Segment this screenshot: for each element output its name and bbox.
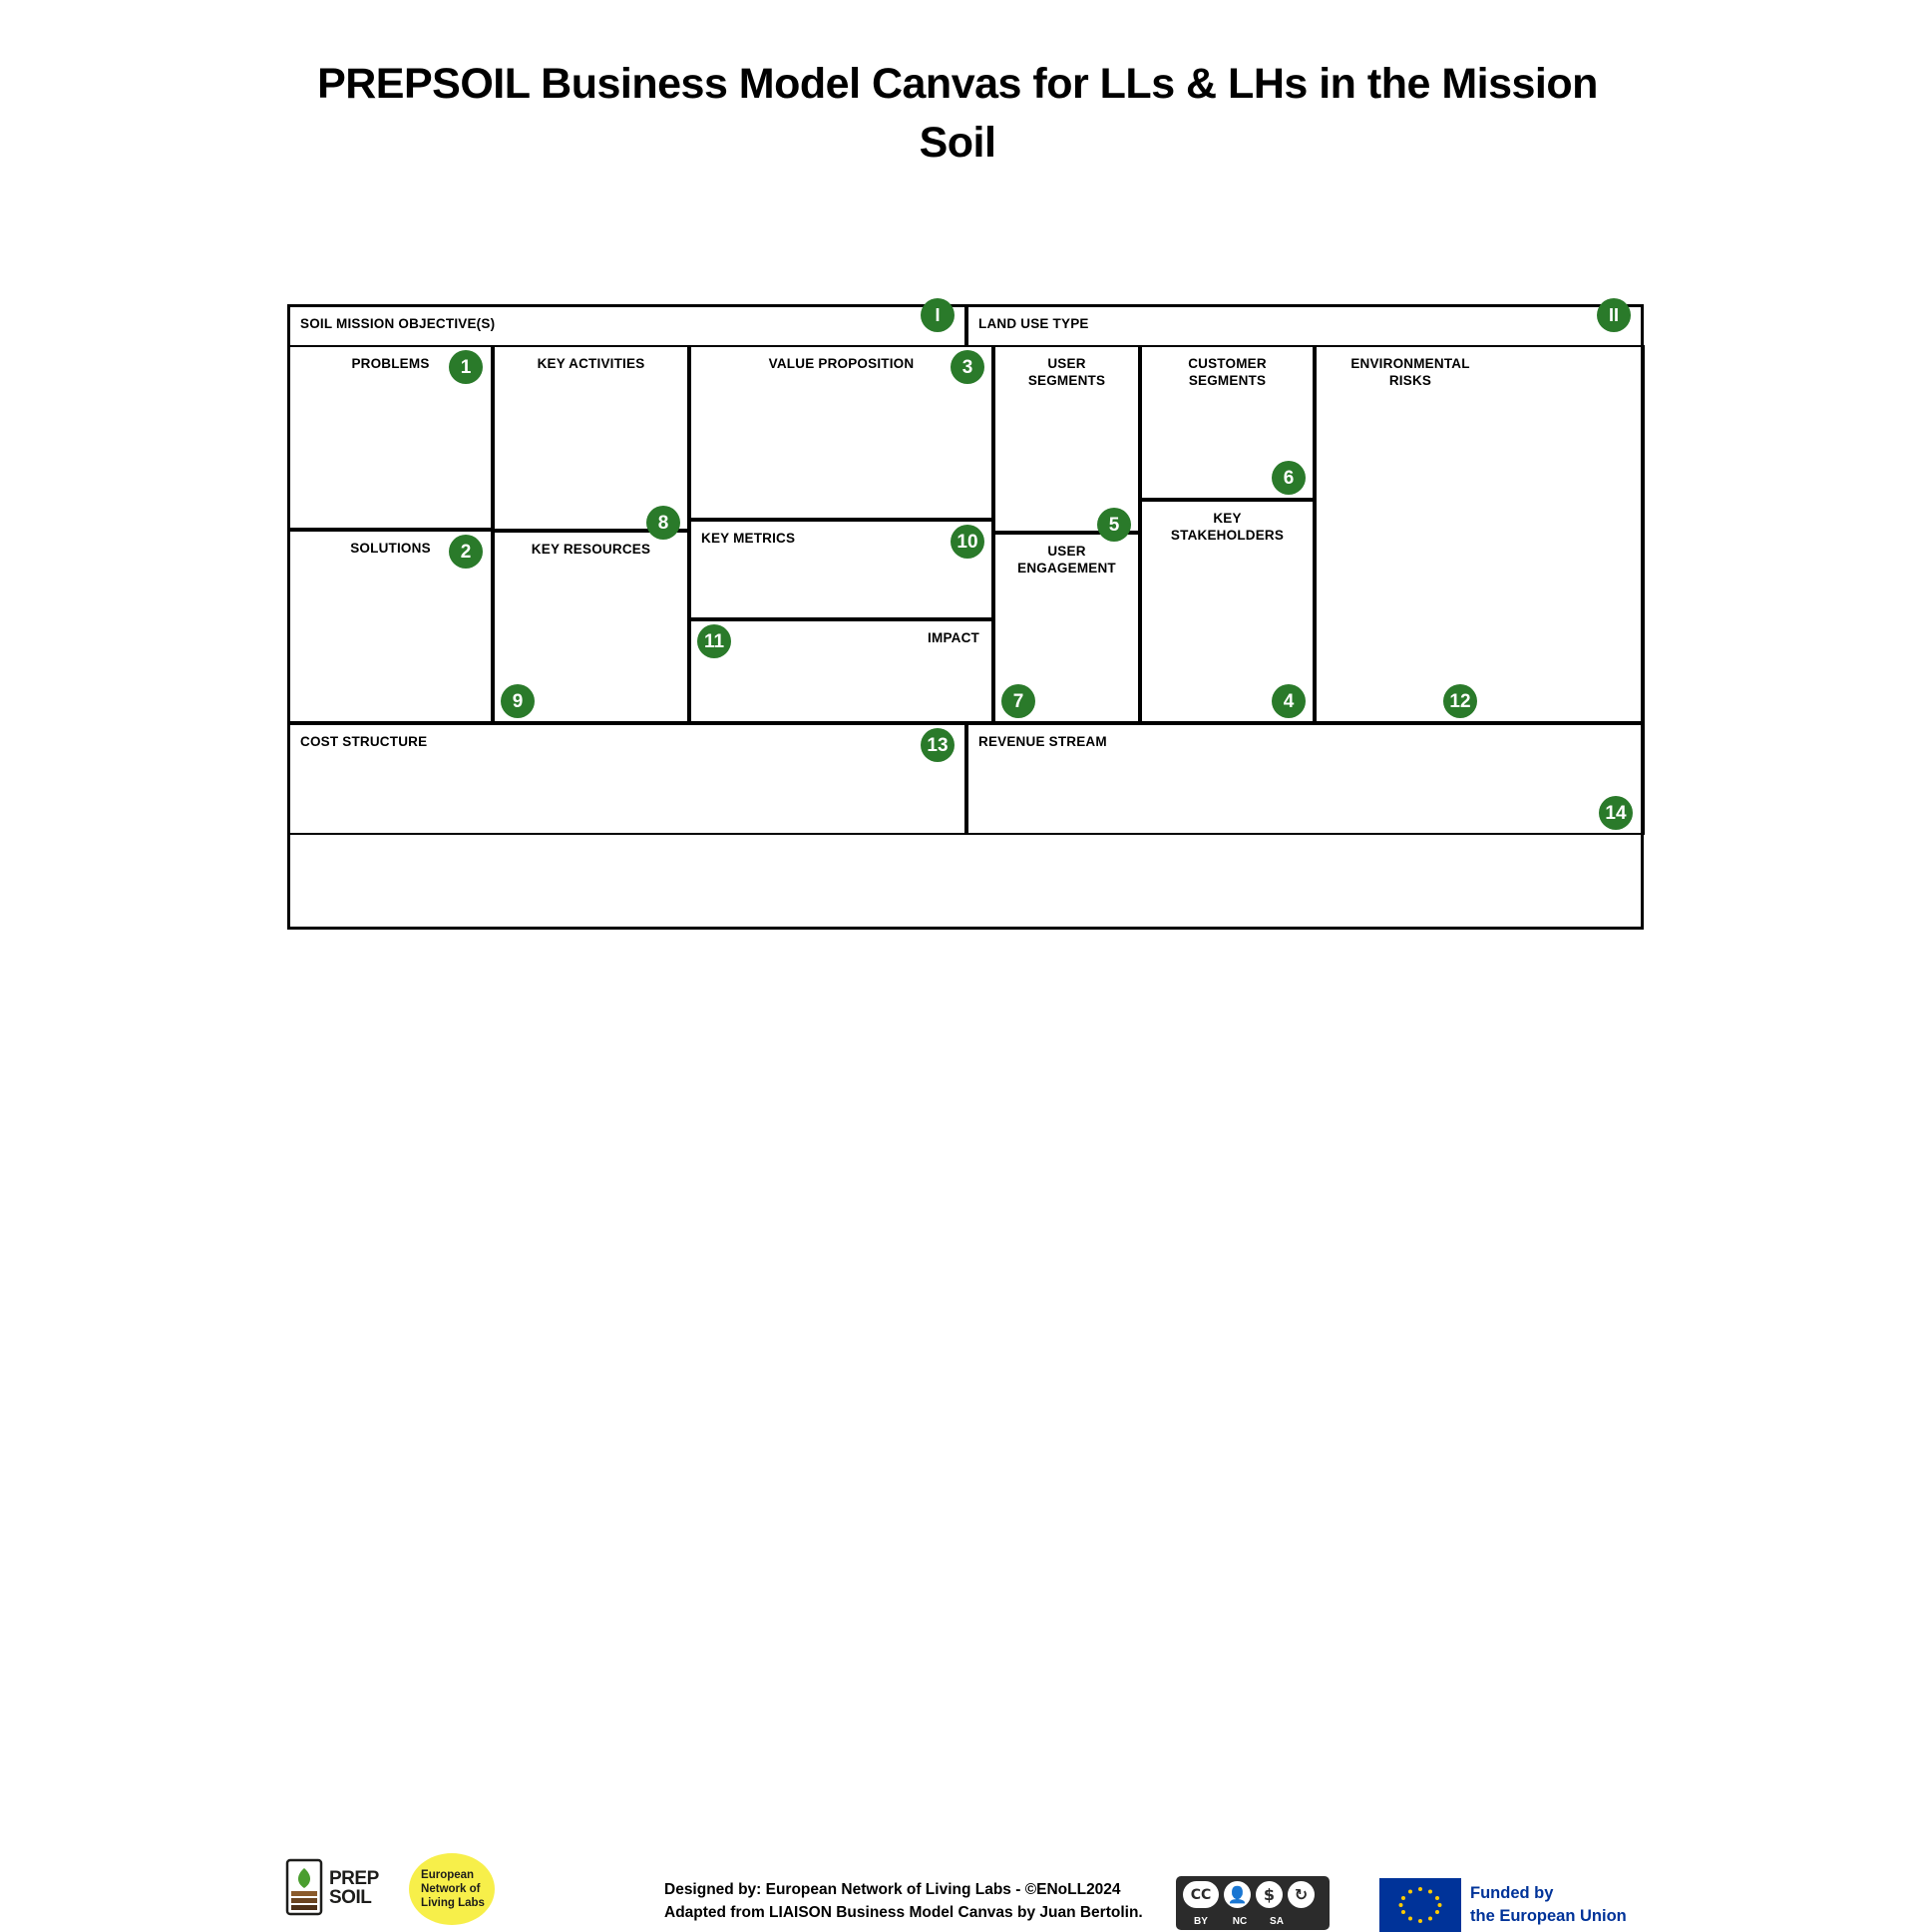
eu-funding-line2: the European Union (1470, 1907, 1627, 1926)
cell-cost-structure[interactable] (288, 723, 966, 835)
cell-label-key-metrics: KEY METRICS (701, 531, 796, 546)
badge-1: 1 (449, 350, 483, 384)
cell-label-problems: PROBLEMS (351, 356, 430, 371)
eu-funding-text (1470, 1882, 1627, 1929)
enoll-logo (409, 1853, 495, 1925)
cell-value-proposition[interactable] (689, 345, 993, 520)
prepsoil-wordmark (329, 1870, 379, 1907)
cell-customer-segments[interactable] (1140, 345, 1315, 500)
cell-label-user-engagement: USER ENGAGEMENT (1017, 544, 1116, 576)
cell-soil-mission-objectives[interactable] (288, 305, 966, 347)
cell-label-customer-segments: CUSTOMER SEGMENTS (1188, 356, 1267, 388)
cell-user-segments[interactable] (993, 345, 1140, 536)
prepsoil-wordmark-line2: SOIL (329, 1886, 372, 1908)
cell-label-solutions: SOLUTIONS (350, 541, 431, 556)
badge-2: 2 (449, 535, 483, 569)
page-title: PREPSOIL Business Model Canvas for LLs & LHs in the Mission Soil (317, 60, 1598, 168)
cell-key-metrics[interactable] (689, 520, 993, 619)
cell-label-key-activities: KEY ACTIVITIES (537, 356, 645, 371)
eu-funding-line1: Funded by (1470, 1884, 1554, 1902)
badge-10: 10 (951, 525, 984, 559)
footer (0, 943, 1915, 1927)
cc-letters (1183, 1916, 1293, 1927)
cell-label-impact: IMPACT (928, 630, 979, 645)
badge-8: 8 (646, 506, 680, 540)
cc-icon-row (1183, 1881, 1315, 1908)
cell-environmental-risks[interactable] (1315, 345, 1645, 723)
prepsoil-mark-icon (285, 1858, 323, 1916)
cell-label-key-stakeholders: KEY STAKEHOLDERS (1170, 511, 1285, 543)
badge-II: II (1597, 298, 1631, 332)
cell-impact[interactable] (689, 619, 993, 723)
cell-solutions[interactable] (288, 530, 493, 723)
cell-key-stakeholders[interactable] (1140, 500, 1315, 723)
cell-user-engagement[interactable] (993, 533, 1140, 723)
cell-label-cost-structure: COST STRUCTURE (300, 734, 428, 749)
credit-line-1: Designed by: European Network of Living Labs - ©ENoLL2024 (664, 1881, 1121, 1898)
cc-sa-icon: ↻ (1288, 1881, 1315, 1908)
badge-5: 5 (1097, 508, 1131, 542)
cc-nc-icon: $ (1256, 1881, 1283, 1908)
credits (664, 1878, 1163, 1925)
prepsoil-wordmark-line1: PREP (329, 1868, 379, 1889)
cell-label-environmental-risks: ENVIRONMENTAL RISKS (1350, 356, 1470, 388)
cc-letter-sa: SA (1270, 1916, 1284, 1927)
badge-6: 6 (1272, 461, 1306, 495)
prepsoil-logo (285, 1858, 385, 1920)
cell-problems[interactable] (288, 345, 493, 530)
cell-label-value-proposition: VALUE PROPOSITION (768, 356, 915, 371)
eu-stars-icon (1379, 1878, 1461, 1932)
cell-label-land-use-type: LAND USE TYPE (978, 316, 1089, 331)
badge-4: 4 (1272, 684, 1306, 718)
badge-12: 12 (1443, 684, 1477, 718)
eu-flag-icon (1379, 1878, 1461, 1932)
badge-9: 9 (501, 684, 535, 718)
badge-13: 13 (921, 728, 955, 762)
cc-letter-nc: NC (1232, 1916, 1248, 1927)
cell-label-user-segments: USER SEGMENTS (1027, 356, 1106, 388)
badge-7: 7 (1001, 684, 1035, 718)
badge-11: 11 (697, 624, 731, 658)
badge-3: 3 (951, 350, 984, 384)
cc-letter-by: BY (1194, 1916, 1208, 1927)
cell-key-resources[interactable] (493, 531, 689, 723)
badge-14: 14 (1599, 796, 1633, 830)
cell-label-soil-mission-objectives: SOIL MISSION OBJECTIVE(S) (300, 316, 496, 331)
cell-land-use-type[interactable] (966, 305, 1643, 347)
cc-logo-icon: CC (1183, 1881, 1219, 1908)
cell-revenue-stream[interactable] (966, 723, 1645, 835)
cell-key-activities[interactable] (493, 345, 689, 534)
business-model-canvas (287, 304, 1644, 930)
badge-I: I (921, 298, 955, 332)
enoll-logo-text: European Network of Living Labs (421, 1868, 485, 1909)
credit-line-2: Adapted from LIAISON Business Model Canvas by Juan Bertolin. (664, 1904, 1143, 1922)
creative-commons-badge (1176, 1876, 1330, 1930)
cc-by-icon: 👤 (1224, 1881, 1251, 1908)
cell-label-revenue-stream: REVENUE STREAM (978, 734, 1107, 749)
cell-label-key-resources: KEY RESOURCES (531, 542, 651, 557)
